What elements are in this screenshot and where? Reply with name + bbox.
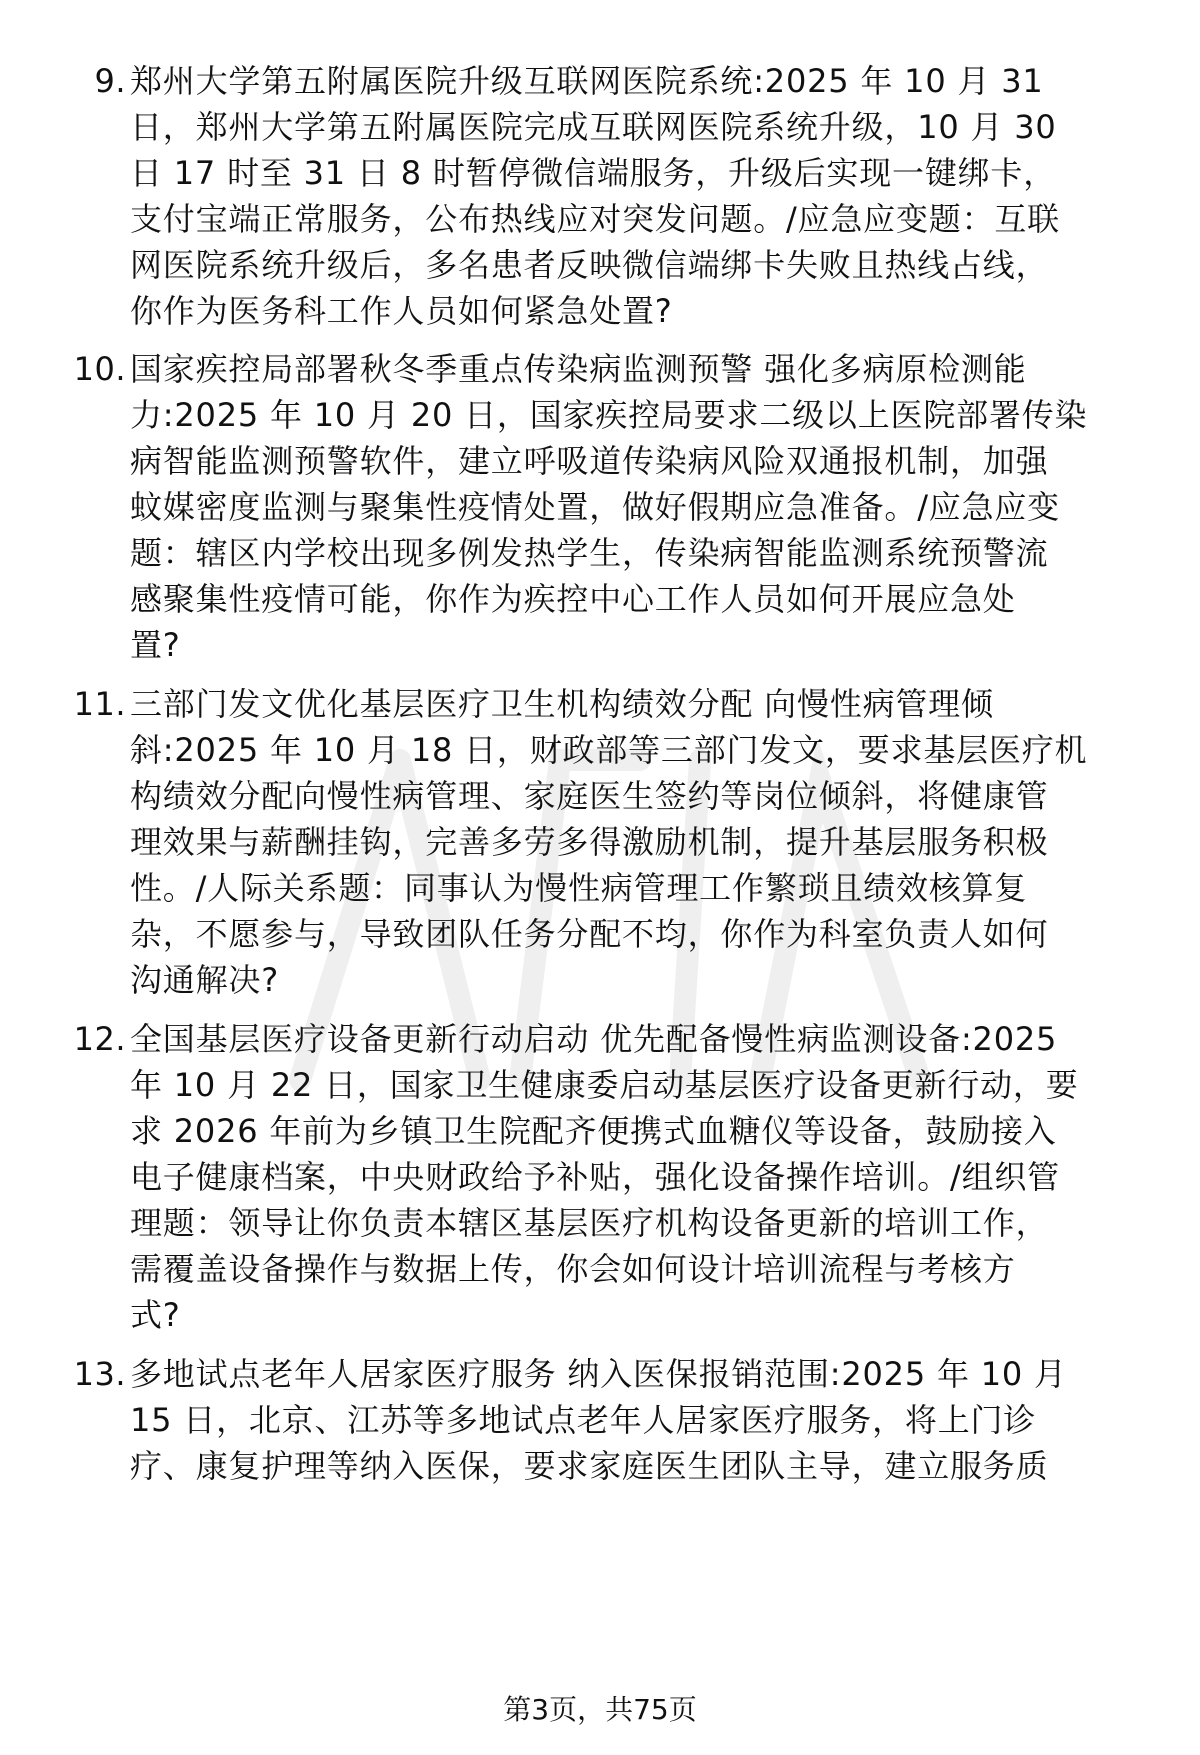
item-number: 11. xyxy=(73,685,126,723)
text-line: 你作为医务科工作人员如何紧急处置? xyxy=(130,292,673,330)
text-line: 日 17 时至 31 日 8 时暂停微信端服务，升级后实现一键绑卡， xyxy=(130,154,1057,192)
item-number: 10. xyxy=(73,350,126,388)
item-text xyxy=(130,1016,1160,1338)
text-line: 理效果与薪酬挂钩，完善多劳多得激励机制，提升基层服务积极 xyxy=(130,823,1049,861)
text-line: 国家疾控局部署秋冬季重点传染病监测预警 强化多病原检测能 xyxy=(130,350,1027,388)
page-number-footer: 第3页，共75页 xyxy=(503,1693,697,1726)
text-line: 需覆盖设备操作与数据上传，你会如何设计培训流程与考核方 xyxy=(130,1250,1016,1288)
item-text xyxy=(130,346,1160,668)
text-line: 病智能监测预警软件，建立呼吸道传染病风险双通报机制，加强 xyxy=(130,442,1049,480)
text-line: 理题：领导让你负责本辖区基层医疗机构设备更新的培训工作， xyxy=(130,1204,1049,1242)
text-line: 网医院系统升级后，多名患者反映微信端绑卡失败且热线占线， xyxy=(130,246,1049,284)
text-line: 全国基层医疗设备更新行动启动 优先配备慢性病监测设备:2025 xyxy=(130,1020,1058,1058)
item-number: 9. xyxy=(94,62,126,100)
text-line: 多地试点老年人居家医疗服务 纳入医保报销范围:2025 年 10 月 xyxy=(130,1355,1067,1393)
text-line: 感聚集性疫情可能，你作为疾控中心工作人员如何开展应急处 xyxy=(130,580,1016,618)
text-line: 性。/人际关系题：同事认为慢性病管理工作繁琐且绩效核算复 xyxy=(130,869,1028,907)
text-line: 郑州大学第五附属医院升级互联网医院系统:2025 年 10 月 31 xyxy=(130,62,1044,100)
text-line: 式? xyxy=(130,1296,181,1334)
item-number: 12. xyxy=(73,1020,126,1058)
text-line: 杂，不愿参与，导致团队任务分配不均，你作为科室负责人如何 xyxy=(130,915,1049,953)
text-line: 蚊媒密度监测与聚集性疫情处置，做好假期应急准备。/应急应变 xyxy=(130,488,1060,526)
item-number: 13. xyxy=(73,1355,126,1393)
text-line: 沟通解决? xyxy=(130,961,279,999)
text-line: 题：辖区内学校出现多例发热学生，传染病智能监测系统预警流 xyxy=(130,534,1049,572)
text-line: 求 2026 年前为乡镇卫生院配齐便携式血糖仪等设备，鼓励接入 xyxy=(130,1112,1057,1150)
text-line: 构绩效分配向慢性病管理、家庭医生签约等岗位倾斜，将健康管 xyxy=(130,777,1049,815)
text-line: 15 日，北京、江苏等多地试点老年人居家医疗服务，将上门诊 xyxy=(130,1401,1037,1439)
item-text xyxy=(130,1351,1160,1489)
text-line: 力:2025 年 10 月 20 日，国家疾控局要求二级以上医院部署传染 xyxy=(130,396,1088,434)
text-line: 斜:2025 年 10 月 18 日，财政部等三部门发文，要求基层医疗机 xyxy=(130,731,1088,769)
text-line: 疗、康复护理等纳入医保，要求家庭医生团队主导，建立服务质 xyxy=(130,1447,1049,1485)
item-text xyxy=(130,58,1160,334)
text-line: 日，郑州大学第五附属医院完成互联网医院系统升级，10 月 30 xyxy=(130,108,1057,146)
text-line: 支付宝端正常服务，公布热线应对突发问题。/应急应变题：互联 xyxy=(130,200,1060,238)
text-line: 置? xyxy=(130,626,181,664)
text-line: 三部门发文优化基层医疗卫生机构绩效分配 向慢性病管理倾 xyxy=(130,685,994,723)
text-line: 年 10 月 22 日，国家卫生健康委启动基层医疗设备更新行动，要 xyxy=(130,1066,1079,1104)
text-line: 电子健康档案，中央财政给予补贴，强化设备操作培训。/组织管 xyxy=(130,1158,1060,1196)
item-text xyxy=(130,681,1160,1003)
